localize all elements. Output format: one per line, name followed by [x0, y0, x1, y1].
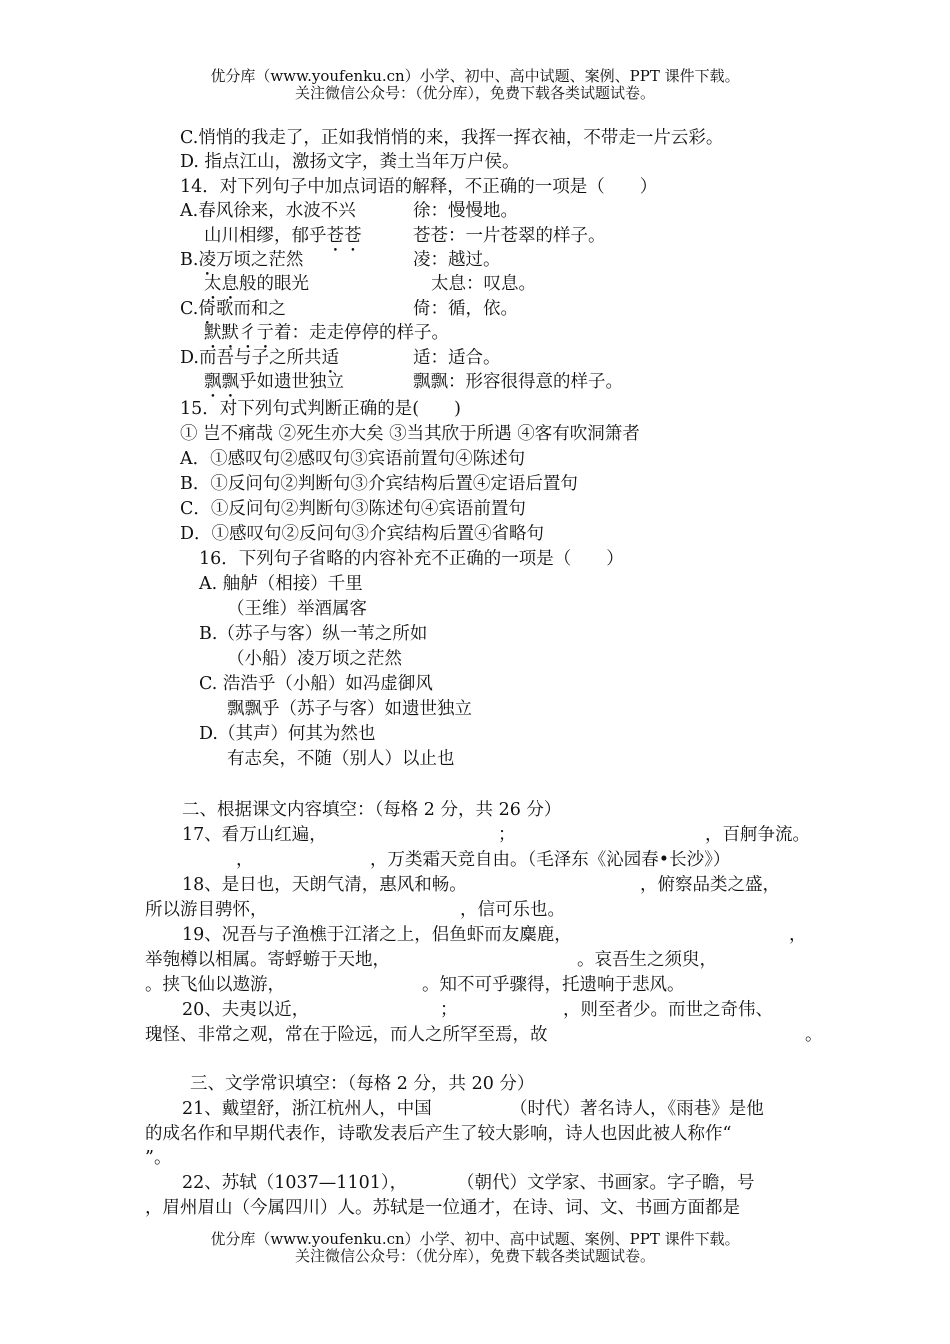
q14-b2-dotted-word: 太息: [204, 274, 239, 294]
q14-b1-dotted-word: 凌: [198, 250, 216, 270]
q14-c1-label: C.: [180, 299, 199, 319]
q17-part-a: 17、看万山红遍，: [182, 825, 327, 845]
q15-option-d: D．①感叹句②反问句③介宾结构后置④省略句: [180, 524, 545, 544]
q14-c2-text: 着：走走停停的样子。: [274, 323, 449, 343]
q16-a2: （王维）举酒属客: [227, 599, 367, 619]
q18-part-c: 所以游目骋怀，: [145, 900, 268, 920]
q16-d1: D.（其声）何其为然也: [199, 724, 376, 744]
q14-c1-text: 歌而和之: [215, 299, 286, 319]
q14-d1-explanation: 适：适合。: [413, 348, 501, 368]
q18-part-b: ，俯察品类之盛，: [640, 875, 780, 895]
q14-a1: A.春风徐来，水波不兴: [180, 201, 356, 221]
q19-part-b: ，: [789, 925, 807, 945]
q20-part-a: 20、夫夷以近，: [182, 1000, 310, 1020]
q14-a2-text: 山川相缪，郁乎: [204, 226, 327, 246]
q19-part-a: 19、况吾与子渔樵于江渚之上，侣鱼虾而友麋鹿，: [182, 925, 572, 945]
q15-option-c: C．①反问句②判断句③陈述句④宾语前置句: [180, 499, 526, 519]
q21-part-c: 的成名作和早期代表作，诗歌发表后产生了较大影响，诗人也因此被人称作“: [145, 1124, 732, 1144]
q21-part-d: ”。: [145, 1148, 172, 1168]
q15-stem: 15．对下列句式判断正确的是( ): [180, 399, 461, 419]
q14-a2-explanation: 苍苍：一片苍翠的样子。: [413, 226, 606, 246]
footer-line-2: 关注微信公众号：（优分库），免费下载各类试题试卷。: [294, 1247, 655, 1265]
q20-part-c: ，则至者少。而世之奇伟、: [563, 1000, 773, 1020]
q14-d1-dotted-word: 适: [321, 348, 339, 368]
q14-stem: 14．对下列句子中加点词语的解释，不正确的一项是（ ）: [180, 177, 658, 197]
q16-c2: 飘飘乎（苏子与客）如遗世独立: [227, 699, 472, 719]
q14-d1-text: D.而吾与子之所共: [180, 348, 322, 368]
q21-part-b: （时代）著名诗人，《雨巷》是他: [510, 1099, 764, 1119]
q17-part-c: ，百舸争流。: [705, 825, 810, 845]
q15-option-a: A．①感叹句②感叹句③宾语前置句④陈述句: [180, 449, 526, 469]
q20-part-d: 瑰怪、非常之观，常在于险远，而人之所罕至焉，故: [145, 1025, 548, 1045]
q14-b1-label: B.: [180, 250, 199, 270]
q14-c2-dotted-word: 默默彳亍: [204, 323, 274, 343]
q16-b1: B.（苏子与客）纵一苇之所如: [199, 624, 428, 644]
q22-part-c: ，眉州眉山（今属四川）人。苏轼是一位通才，在诗、词、文、书画方面都是: [145, 1198, 740, 1218]
q20-part-b: ；: [440, 1000, 458, 1020]
q18-part-d: ，信可乐也。: [460, 900, 565, 920]
q22-part-a: 22、苏轼（1037—1101），: [182, 1173, 408, 1193]
q17-part-d: ，: [236, 850, 254, 870]
q17-part-e: ，万类霜天竞自由。（毛泽东《沁园春•长沙》）: [370, 850, 731, 870]
q16-d2: 有志矣，不随（别人）以止也: [227, 749, 455, 769]
section-2-title: 二、根据课文内容填空：（每格 2 分，共 26 分）: [182, 800, 562, 820]
q14-c1-dotted-word: 倚: [198, 299, 216, 319]
footer-line-1: 优分库（www.youfenku.cn）小学、初中、高中试题、案例、PPT 课件下载。: [210, 1230, 740, 1248]
q15-items: ① 岂不痛哉 ②死生亦大矣 ③当其欣于所遇 ④客有吹洞箫者: [180, 424, 640, 444]
q14-b2-text: 般的眼光: [239, 274, 309, 294]
q14-c1-explanation: 倚：循，依。: [413, 299, 518, 319]
q15-option-b: B．①反问句②判断句③介宾结构后置④定语后置句: [180, 474, 578, 494]
q20-part-e: 。: [805, 1025, 823, 1045]
q19-part-f: 。知不可乎骤得，托遗响于悲风。: [422, 975, 685, 995]
header-line-1: 优分库（www.youfenku.cn）小学、初中、高中试题、案例、PPT 课件下载。: [210, 67, 740, 85]
q19-part-c: 举匏樽以相属。寄蜉蝣于天地，: [145, 950, 390, 970]
q14-a2-dotted-word: 苍苍: [326, 226, 362, 246]
q19-part-d: 。哀吾生之须臾，: [577, 950, 717, 970]
q16-b2: （小船）凌万顷之茫然: [227, 649, 402, 669]
q17-part-b: ；: [498, 825, 516, 845]
q21-part-a: 21、戴望舒，浙江杭州人，中国: [182, 1099, 432, 1119]
q16-stem: 16．下列句子省略的内容补充不正确的一项是（ ）: [199, 549, 624, 569]
q13-option-c: C.悄悄的我走了，正如我悄悄的来，我挥一挥衣袖，不带走一片云彩。: [180, 128, 724, 148]
q14-a1-explanation: 徐：慢慢地。: [413, 201, 518, 221]
q14-b2-explanation: 太息：叹息。: [431, 274, 536, 294]
q16-c1: C. 浩浩乎（小船）如冯虚御风: [199, 674, 433, 694]
q13-option-d: D. 指点江山，激扬文字，粪土当年万户侯。: [180, 152, 520, 172]
q14-d2-text: 乎如遗世独立: [239, 372, 344, 392]
q14-d2-dotted-word: 飘飘: [204, 372, 239, 392]
q14-b1-explanation: 凌：越过。: [413, 250, 501, 270]
q14-d2-explanation: 飘飘：形容很得意的样子。: [413, 372, 623, 392]
q14-b1-text: 万顷之茫然: [215, 250, 304, 270]
q18-part-a: 18、是日也，天朗气清，惠风和畅。: [182, 875, 467, 895]
q16-a1: A. 舳舻（相接）千里: [199, 574, 363, 594]
q22-part-b: （朝代）文学家、书画家。字子瞻，号: [457, 1173, 755, 1193]
q19-part-e: 。挟飞仙以遨游，: [145, 975, 285, 995]
section-3-title: 三、文学常识填空：（每格 2 分，共 20 分）: [190, 1074, 535, 1094]
header-line-2: 关注微信公众号：（优分库），免费下载各类试题试卷。: [294, 84, 655, 102]
